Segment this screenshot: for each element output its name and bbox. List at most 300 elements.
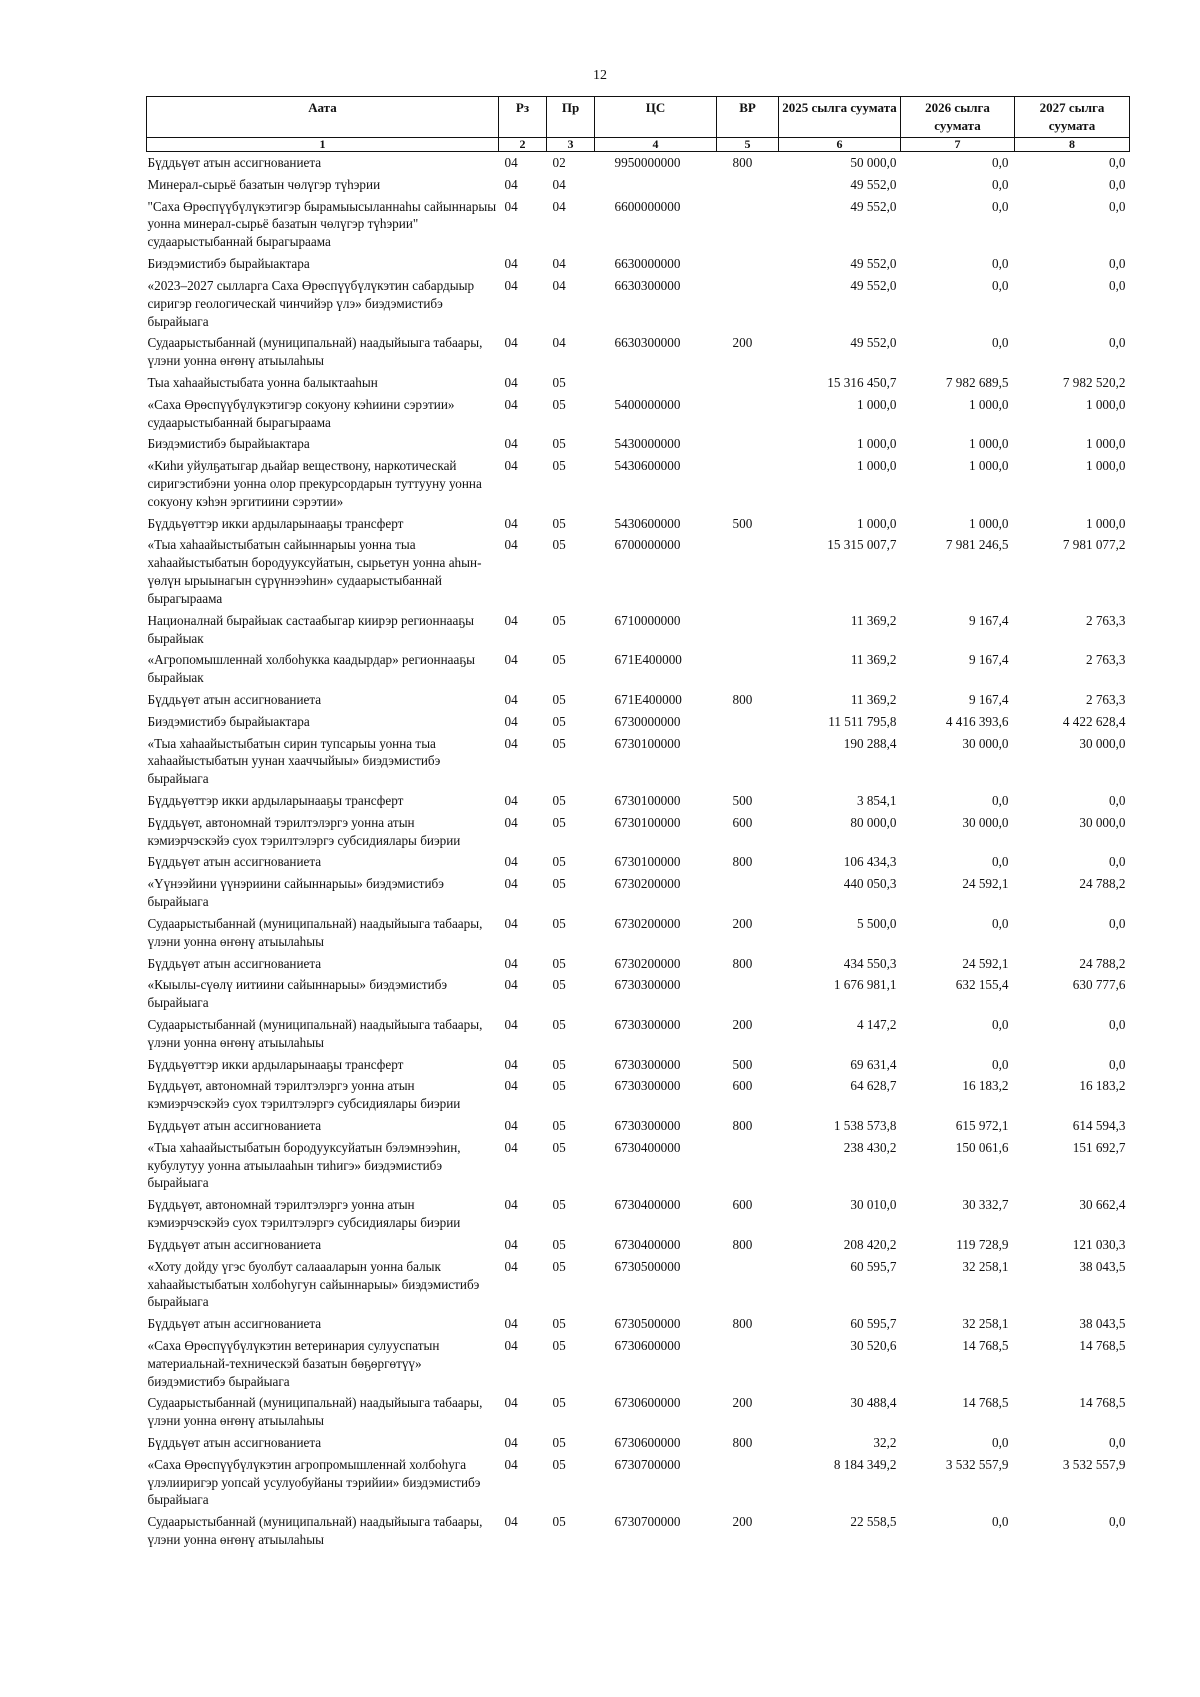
header-2026: 2026 сылга суумата xyxy=(901,97,1015,138)
header-cs: ЦС xyxy=(595,97,717,138)
row-2025-cell: 49 552,0 xyxy=(850,277,897,293)
row-cs-cell: 6730400000 xyxy=(614,1197,681,1213)
row-pr-cell: 05 xyxy=(552,735,566,751)
row-rz-cell: 04 xyxy=(504,1197,518,1213)
row-cs-cell: 6730300000 xyxy=(614,1078,681,1094)
row-2027-cell: 3 532 557,9 xyxy=(1062,1456,1126,1472)
row-name-cell: Биэдэмистибэ бырайыактара xyxy=(147,256,310,272)
row-cs-cell: 6730100000 xyxy=(614,854,681,870)
row-2027-cell: 0,0 xyxy=(1109,1016,1126,1032)
row-pr-cell: 05 xyxy=(552,1197,566,1213)
table-row xyxy=(147,1256,1130,1313)
row-2026-cell: 30 000,0 xyxy=(962,735,1009,751)
row-2025-cell: 22 558,5 xyxy=(850,1514,897,1530)
row-2025-cell: 49 552,0 xyxy=(850,198,897,214)
row-2027-cell: 7 981 077,2 xyxy=(1062,537,1126,553)
table-row xyxy=(147,733,1130,790)
row-cs-cell: 6730200000 xyxy=(614,915,681,931)
row-pr-cell: 02 xyxy=(552,155,566,170)
row-2026-cell: 0,0 xyxy=(992,915,1009,931)
row-vr-cell xyxy=(717,534,779,609)
row-vr-cell: 200 xyxy=(732,335,753,351)
row-rz-cell: 04 xyxy=(504,652,518,668)
row-rz-cell: 04 xyxy=(504,198,518,214)
row-rz-cell: 04 xyxy=(504,1118,518,1133)
row-pr-cell: 05 xyxy=(552,436,566,452)
table-row xyxy=(147,534,1130,609)
row-2027-cell: 0,0 xyxy=(1109,1435,1126,1450)
row-rz-cell: 04 xyxy=(504,1078,518,1094)
header-vr: ВР xyxy=(717,97,779,138)
row-2025-cell: 3 854,1 xyxy=(856,793,897,808)
row-vr-cell: 800 xyxy=(732,854,753,870)
row-cs-cell: 6730500000 xyxy=(614,1316,681,1332)
row-2026-cell: 30 332,7 xyxy=(962,1197,1009,1213)
row-rz-cell: 04 xyxy=(504,374,518,390)
row-rz-cell: 04 xyxy=(504,436,518,452)
row-2025-cell: 208 420,2 xyxy=(843,1236,897,1252)
row-pr-cell: 05 xyxy=(552,652,566,668)
row-2026-cell: 0,0 xyxy=(992,1435,1009,1450)
row-cs-cell xyxy=(595,372,717,394)
row-name-cell: Бүддьүөт, автономнай тэрилтэлэргэ уонна атын кэмиэрчэскэйэ суох тэрилтэлэргэ субсидиялары биэрии xyxy=(147,1078,461,1112)
row-vr-cell xyxy=(717,974,779,1014)
row-2026-cell: 1 000,0 xyxy=(968,396,1009,412)
row-rz-cell: 04 xyxy=(504,335,518,351)
row-vr-cell xyxy=(717,711,779,733)
table-row xyxy=(147,1137,1130,1194)
row-2027-cell: 0,0 xyxy=(1109,854,1126,870)
row-vr-cell: 200 xyxy=(732,915,753,931)
row-pr-cell: 05 xyxy=(552,458,566,474)
row-pr-cell: 05 xyxy=(552,1337,566,1353)
table-row xyxy=(147,974,1130,1014)
row-rz-cell: 04 xyxy=(504,277,518,293)
row-cs-cell: 6710000000 xyxy=(614,612,681,628)
row-2026-cell: 0,0 xyxy=(992,1056,1009,1072)
column-number: 7 xyxy=(901,138,1015,152)
row-2025-cell: 50 000,0 xyxy=(850,155,897,170)
row-name-cell: «Саха Өрөспүүбүлүкэтин ветеринария сулууспатын материальнай-техническэй базатын бөҕөргөтүү» биэдэмистибэ бырайыага xyxy=(147,1337,440,1389)
header-name: Аата xyxy=(147,97,499,138)
row-pr-cell: 05 xyxy=(552,691,566,707)
row-2026-cell: 32 258,1 xyxy=(962,1316,1009,1332)
row-pr-cell: 05 xyxy=(552,814,566,830)
row-pr-cell: 05 xyxy=(552,1514,566,1530)
row-2027-cell: 2 763,3 xyxy=(1085,612,1126,628)
row-2027-cell: 0,0 xyxy=(1109,793,1126,808)
row-name-cell: «Саха Өрөспүүбүлүкэтигэр сокуону кэһиини сэрэтии» судаарыстыбаннай бырагыраама xyxy=(147,396,455,430)
row-2025-cell: 238 430,2 xyxy=(843,1139,897,1155)
row-name-cell: "Саха Өрөспүүбүлүкэтигэр бырамыысыланнаһы сайыннарыы уонна минерал-сырьё базатын чөлүгэр түһэрии" судаарыстыбаннай бырагыраама xyxy=(147,198,497,250)
table-row xyxy=(147,196,1130,253)
row-2025-cell: 1 000,0 xyxy=(856,436,897,452)
row-2026-cell: 0,0 xyxy=(992,176,1009,192)
row-cs-cell: 6730200000 xyxy=(614,955,681,971)
row-pr-cell: 05 xyxy=(552,1118,566,1133)
row-2025-cell: 49 552,0 xyxy=(850,335,897,351)
row-name-cell: Судаарыстыбаннай (муниципальнай) наадыйыыга табаары, үлэни уонна өҥөнү атыылаһыы xyxy=(147,1395,483,1429)
row-name-cell: Бүддьүөт атын ассигнованиета xyxy=(147,155,322,170)
table-row xyxy=(147,1313,1130,1335)
row-rz-cell: 04 xyxy=(504,793,518,808)
row-2027-cell: 24 788,2 xyxy=(1079,955,1126,971)
row-pr-cell: 05 xyxy=(552,915,566,931)
row-2026-cell: 1 000,0 xyxy=(968,458,1009,474)
row-2027-cell: 4 422 628,4 xyxy=(1062,713,1126,729)
row-pr-cell: 05 xyxy=(552,1016,566,1032)
table-row xyxy=(147,1194,1130,1234)
row-2025-cell: 190 288,4 xyxy=(843,735,897,751)
table-row xyxy=(147,610,1130,650)
row-cs-cell: 6630300000 xyxy=(614,277,681,293)
row-cs-cell: 6730300000 xyxy=(614,1016,681,1032)
page-number: 12 xyxy=(593,68,607,83)
row-name-cell: «Тыа хаһаайыстыбатын сирин тупсарыы уонна тыа хаһаайыстыбатын уунан хааччыйыы» биэдэмистибэ бырайыага xyxy=(147,735,441,787)
row-2027-cell: 0,0 xyxy=(1109,176,1126,192)
row-rz-cell: 04 xyxy=(504,691,518,707)
table-row xyxy=(147,1392,1130,1432)
header-rz: Рз xyxy=(499,97,547,138)
row-2027-cell: 0,0 xyxy=(1109,256,1126,272)
row-rz-cell: 04 xyxy=(504,735,518,751)
row-name-cell: Бүддьүөттэр икки ардыларынааҕы трансферт xyxy=(147,793,404,808)
table-row xyxy=(147,275,1130,332)
row-2025-cell: 30 010,0 xyxy=(850,1197,897,1213)
row-name-cell: Бүддьүөт атын ассигнованиета xyxy=(147,854,322,870)
row-2026-cell: 16 183,2 xyxy=(962,1078,1009,1094)
row-pr-cell: 05 xyxy=(552,1258,566,1274)
row-pr-cell: 05 xyxy=(552,713,566,729)
row-2027-cell: 630 777,6 xyxy=(1072,977,1126,993)
row-2027-cell: 2 763,3 xyxy=(1085,691,1126,707)
row-2027-cell: 121 030,3 xyxy=(1072,1236,1126,1252)
column-number: 1 xyxy=(147,138,499,152)
header-pr: Пр xyxy=(547,97,595,138)
row-name-cell: Бүддьүөт атын ассигнованиета xyxy=(147,1118,322,1133)
row-2025-cell: 64 628,7 xyxy=(850,1078,897,1094)
row-rz-cell: 04 xyxy=(504,1258,518,1274)
row-cs-cell: 6730600000 xyxy=(614,1395,681,1411)
row-cs-cell: 6730500000 xyxy=(614,1258,681,1274)
row-2025-cell: 5 500,0 xyxy=(856,915,897,931)
row-rz-cell: 04 xyxy=(504,955,518,971)
row-cs-cell xyxy=(595,174,717,196)
row-2026-cell: 3 532 557,9 xyxy=(945,1456,1009,1472)
table-row xyxy=(147,689,1130,711)
row-name-cell: Судаарыстыбаннай (муниципальнай) наадыйыыга табаары, үлэни уонна өҥөнү атыылаһыы xyxy=(147,1514,483,1548)
row-pr-cell: 05 xyxy=(552,955,566,971)
row-2027-cell: 7 982 520,2 xyxy=(1062,374,1126,390)
row-vr-cell: 500 xyxy=(732,1056,753,1072)
row-2025-cell: 8 184 349,2 xyxy=(833,1456,897,1472)
row-name-cell: Националнай бырайыак састаабыгар киирэр регионнааҕы бырайыак xyxy=(147,612,475,646)
row-rz-cell: 04 xyxy=(504,1514,518,1530)
row-rz-cell: 04 xyxy=(504,1316,518,1332)
row-vr-cell: 200 xyxy=(732,1395,753,1411)
row-vr-cell: 600 xyxy=(732,814,753,830)
row-cs-cell: 6730700000 xyxy=(614,1514,681,1530)
row-vr-cell xyxy=(717,433,779,455)
row-2027-cell: 0,0 xyxy=(1109,915,1126,931)
table-row xyxy=(147,152,1130,174)
row-pr-cell: 04 xyxy=(552,176,566,192)
row-2025-cell: 11 369,2 xyxy=(850,612,897,628)
row-2026-cell: 9 167,4 xyxy=(968,691,1009,707)
row-2026-cell: 0,0 xyxy=(992,854,1009,870)
row-pr-cell: 05 xyxy=(552,1139,566,1155)
row-2025-cell: 11 369,2 xyxy=(850,652,897,668)
row-2026-cell: 1 000,0 xyxy=(968,436,1009,452)
row-pr-cell: 04 xyxy=(552,335,566,351)
row-2026-cell: 9 167,4 xyxy=(968,612,1009,628)
row-vr-cell: 800 xyxy=(732,1236,753,1252)
row-rz-cell: 04 xyxy=(504,515,518,531)
column-number: 5 xyxy=(717,138,779,152)
row-name-cell: Тыа хаһаайыстыбата уонна балыктааһын xyxy=(147,374,378,390)
table-header xyxy=(147,97,1130,152)
row-2026-cell: 0,0 xyxy=(992,277,1009,293)
row-name-cell: Судаарыстыбаннай (муниципальнай) наадыйыыга табаары, үлэни уонна өҥөнү атыылаһыы xyxy=(147,915,483,949)
row-2026-cell: 30 000,0 xyxy=(962,814,1009,830)
row-vr-cell xyxy=(717,196,779,253)
row-pr-cell: 05 xyxy=(552,793,566,808)
row-name-cell: Судаарыстыбаннай (муниципальнай) наадыйыыга табаары, үлэни уонна өҥөнү атыылаһыы xyxy=(147,335,483,369)
row-rz-cell: 04 xyxy=(504,537,518,553)
row-rz-cell: 04 xyxy=(504,396,518,412)
row-cs-cell: 6730200000 xyxy=(614,876,681,892)
table-row xyxy=(147,711,1130,733)
row-vr-cell: 600 xyxy=(732,1197,753,1213)
row-2025-cell: 30 520,6 xyxy=(850,1337,897,1353)
row-pr-cell: 05 xyxy=(552,396,566,412)
row-2027-cell: 151 692,7 xyxy=(1072,1139,1126,1155)
row-vr-cell xyxy=(717,1454,779,1511)
row-2027-cell: 2 763,3 xyxy=(1085,652,1126,668)
table-row xyxy=(147,790,1130,812)
row-2027-cell: 0,0 xyxy=(1109,277,1126,293)
row-2027-cell: 16 183,2 xyxy=(1079,1078,1126,1094)
row-rz-cell: 04 xyxy=(504,713,518,729)
row-rz-cell: 04 xyxy=(504,1016,518,1032)
row-cs-cell: 5430600000 xyxy=(614,515,681,531)
row-2027-cell: 1 000,0 xyxy=(1085,396,1126,412)
row-name-cell: Биэдэмистибэ бырайыактара xyxy=(147,436,310,452)
row-2027-cell: 0,0 xyxy=(1109,155,1126,170)
row-2025-cell: 15 316 450,7 xyxy=(827,374,897,390)
row-name-cell: Биэдэмистибэ бырайыактара xyxy=(147,713,310,729)
budget-table-container xyxy=(146,96,1129,1551)
row-name-cell: «Үүнээйини үүнэриини сайыннарыы» биэдэмистибэ бырайыага xyxy=(147,876,444,910)
row-2026-cell: 150 061,6 xyxy=(955,1139,1009,1155)
row-2025-cell: 69 631,4 xyxy=(850,1056,897,1072)
row-pr-cell: 05 xyxy=(552,1236,566,1252)
row-vr-cell xyxy=(717,1137,779,1194)
row-name-cell: «Тыа хаһаайыстыбатын сайыннарыы уонна тыа хаһаайыстыбатын бородууксуйатын, сырьетун уонна аһын-үөлүн ырыынагын сүрүннээһин» судаарыстыбаннай бырагыраама xyxy=(147,537,482,606)
row-cs-cell: 6730400000 xyxy=(614,1139,681,1155)
row-rz-cell: 04 xyxy=(504,256,518,272)
row-cs-cell: 6630000000 xyxy=(614,256,681,272)
row-pr-cell: 04 xyxy=(552,256,566,272)
row-name-cell: «Саха Өрөспүүбүлүкэтин агропромышленнай холбоһуга үлэлииригэр уопсай усулуобуйаны тэрийии» биэдэмистибэ бырайыага xyxy=(147,1456,481,1508)
row-pr-cell: 05 xyxy=(552,1078,566,1094)
row-vr-cell xyxy=(717,733,779,790)
row-vr-cell: 200 xyxy=(732,1514,753,1530)
column-number: 3 xyxy=(547,138,595,152)
table-row xyxy=(147,1115,1130,1137)
row-2025-cell: 11 511 795,8 xyxy=(828,713,897,729)
row-pr-cell: 05 xyxy=(552,612,566,628)
row-name-cell: Бүддьүөт атын ассигнованиета xyxy=(147,1435,322,1450)
row-vr-cell: 800 xyxy=(732,1118,753,1133)
row-rz-cell: 04 xyxy=(504,814,518,830)
row-2026-cell: 14 768,5 xyxy=(962,1395,1009,1411)
row-pr-cell: 05 xyxy=(552,1056,566,1072)
column-number: 8 xyxy=(1015,138,1130,152)
row-2027-cell: 30 000,0 xyxy=(1079,735,1126,751)
row-name-cell: Бүддьүөт атын ассигнованиета xyxy=(147,691,322,707)
row-cs-cell: 6730300000 xyxy=(614,1056,681,1072)
table-row xyxy=(147,1511,1130,1551)
row-2026-cell: 14 768,5 xyxy=(962,1337,1009,1353)
row-2027-cell: 0,0 xyxy=(1109,198,1126,214)
row-cs-cell: 6730300000 xyxy=(614,1118,681,1133)
row-pr-cell: 05 xyxy=(552,374,566,390)
table-row xyxy=(147,1432,1130,1454)
table-row xyxy=(147,812,1130,852)
row-rz-cell: 04 xyxy=(504,854,518,870)
row-vr-cell xyxy=(717,394,779,434)
row-rz-cell: 04 xyxy=(504,1435,518,1450)
row-name-cell: Бүддьүөт атын ассигнованиета xyxy=(147,1236,322,1252)
row-rz-cell: 04 xyxy=(504,176,518,192)
row-name-cell: Бүддьүөт, автономнай тэрилтэлэргэ уонна атын кэмиэрчэскэйэ суох тэрилтэлэргэ субсидиялары биэрии xyxy=(147,1197,461,1231)
row-vr-cell xyxy=(717,1335,779,1392)
row-2025-cell: 1 000,0 xyxy=(856,515,897,531)
row-name-cell: «Тыа хаһаайыстыбатын бородууксуйатын бэлэмнээһин, кубулутуу уонна атыылааһын тиһигэ» биэдэмистибэ бырайыага xyxy=(147,1139,461,1191)
row-2026-cell: 119 728,9 xyxy=(956,1236,1009,1252)
row-rz-cell: 04 xyxy=(504,458,518,474)
row-2025-cell: 106 434,3 xyxy=(843,854,897,870)
row-pr-cell: 05 xyxy=(552,1395,566,1411)
table-row xyxy=(147,913,1130,953)
row-2025-cell: 30 488,4 xyxy=(850,1395,897,1411)
table-body xyxy=(147,152,1130,1551)
row-cs-cell: 671Е400000 xyxy=(614,652,682,668)
row-cs-cell: 9950000000 xyxy=(614,155,681,170)
row-name-cell: Бүддьүөттэр икки ардыларынааҕы трансферт xyxy=(147,515,404,531)
row-2025-cell: 32,2 xyxy=(873,1435,897,1450)
row-2026-cell: 0,0 xyxy=(992,335,1009,351)
row-pr-cell: 05 xyxy=(552,977,566,993)
row-vr-cell xyxy=(717,873,779,913)
row-2025-cell: 434 550,3 xyxy=(843,955,897,971)
row-vr-cell: 800 xyxy=(732,1316,753,1332)
row-pr-cell: 05 xyxy=(552,1456,566,1472)
row-rz-cell: 04 xyxy=(504,977,518,993)
row-rz-cell: 04 xyxy=(504,1139,518,1155)
row-name-cell: «2023–2027 сылларга Саха Өрөспүүбүлүкэтин сабардыыр сиригэр геологическай чинчийэр үлэ» биэдэмистибэ бырайыага xyxy=(147,277,475,329)
row-cs-cell: 6730600000 xyxy=(614,1337,681,1353)
row-rz-cell: 04 xyxy=(504,612,518,628)
table-row xyxy=(147,1014,1130,1054)
row-2027-cell: 38 043,5 xyxy=(1079,1316,1126,1332)
row-name-cell: Бүддьүөт атын ассигнованиета xyxy=(147,1316,322,1332)
row-name-cell: Бүддьүөт, автономнай тэрилтэлэргэ уонна атын кэмиэрчэскэйэ суох тэрилтэлэргэ субсидиялары биэрии xyxy=(147,814,461,848)
row-vr-cell xyxy=(717,275,779,332)
table-row xyxy=(147,372,1130,394)
row-vr-cell: 800 xyxy=(732,1435,753,1450)
row-2026-cell: 9 167,4 xyxy=(968,652,1009,668)
row-2027-cell: 38 043,5 xyxy=(1079,1258,1126,1274)
row-rz-cell: 04 xyxy=(504,1236,518,1252)
row-2026-cell: 0,0 xyxy=(992,256,1009,272)
row-name-cell: «Кыылы-сүөлү иитиини сайыннарыы» биэдэмистибэ бырайыага xyxy=(147,977,448,1011)
row-2026-cell: 0,0 xyxy=(992,155,1009,170)
row-cs-cell: 6730400000 xyxy=(614,1236,681,1252)
row-2025-cell: 4 147,2 xyxy=(856,1016,897,1032)
row-name-cell: Бүддьүөт атын ассигнованиета xyxy=(147,955,322,971)
row-vr-cell xyxy=(717,372,779,394)
row-2027-cell: 24 788,2 xyxy=(1079,876,1126,892)
column-number: 2 xyxy=(499,138,547,152)
row-2027-cell: 14 768,5 xyxy=(1079,1395,1126,1411)
row-pr-cell: 05 xyxy=(552,515,566,531)
row-2027-cell: 30 662,4 xyxy=(1079,1197,1126,1213)
row-2025-cell: 440 050,3 xyxy=(843,876,897,892)
row-cs-cell: 6730300000 xyxy=(614,977,681,993)
row-rz-cell: 04 xyxy=(504,876,518,892)
row-cs-cell: 6730600000 xyxy=(614,1435,681,1450)
row-2026-cell: 0,0 xyxy=(992,1016,1009,1032)
table-row xyxy=(147,513,1130,535)
row-2025-cell: 1 538 573,8 xyxy=(833,1118,897,1133)
row-vr-cell: 200 xyxy=(732,1016,753,1032)
row-pr-cell: 05 xyxy=(552,1316,566,1332)
row-2026-cell: 615 972,1 xyxy=(955,1118,1009,1133)
header-2027: 2027 сылга суумата xyxy=(1015,97,1130,138)
row-2027-cell: 0,0 xyxy=(1109,1514,1126,1530)
row-2025-cell: 49 552,0 xyxy=(850,176,897,192)
row-2026-cell: 7 982 689,5 xyxy=(945,374,1009,390)
table-row xyxy=(147,873,1130,913)
row-cs-cell: 6730700000 xyxy=(614,1456,681,1472)
row-vr-cell: 500 xyxy=(732,793,753,808)
table-row xyxy=(147,851,1130,873)
row-vr-cell: 500 xyxy=(732,515,753,531)
row-name-cell: «Агропомышленнай холбоһукка каадырдар» регионнааҕы бырайыак xyxy=(147,652,476,686)
row-rz-cell: 04 xyxy=(504,915,518,931)
row-2025-cell: 11 369,2 xyxy=(850,691,897,707)
row-pr-cell: 04 xyxy=(552,198,566,214)
table-row xyxy=(147,455,1130,512)
row-2027-cell: 1 000,0 xyxy=(1085,458,1126,474)
table-row xyxy=(147,253,1130,275)
row-vr-cell xyxy=(717,174,779,196)
row-vr-cell xyxy=(717,1256,779,1313)
row-2026-cell: 24 592,1 xyxy=(962,876,1009,892)
row-rz-cell: 04 xyxy=(504,155,518,170)
row-vr-cell: 600 xyxy=(732,1078,753,1094)
column-number: 6 xyxy=(779,138,901,152)
row-2026-cell: 0,0 xyxy=(992,793,1009,808)
row-2026-cell: 24 592,1 xyxy=(962,955,1009,971)
row-cs-cell: 6730100000 xyxy=(614,793,681,808)
table-row xyxy=(147,649,1130,689)
row-pr-cell: 05 xyxy=(552,876,566,892)
table-row xyxy=(147,394,1130,434)
table-row xyxy=(147,1335,1130,1392)
